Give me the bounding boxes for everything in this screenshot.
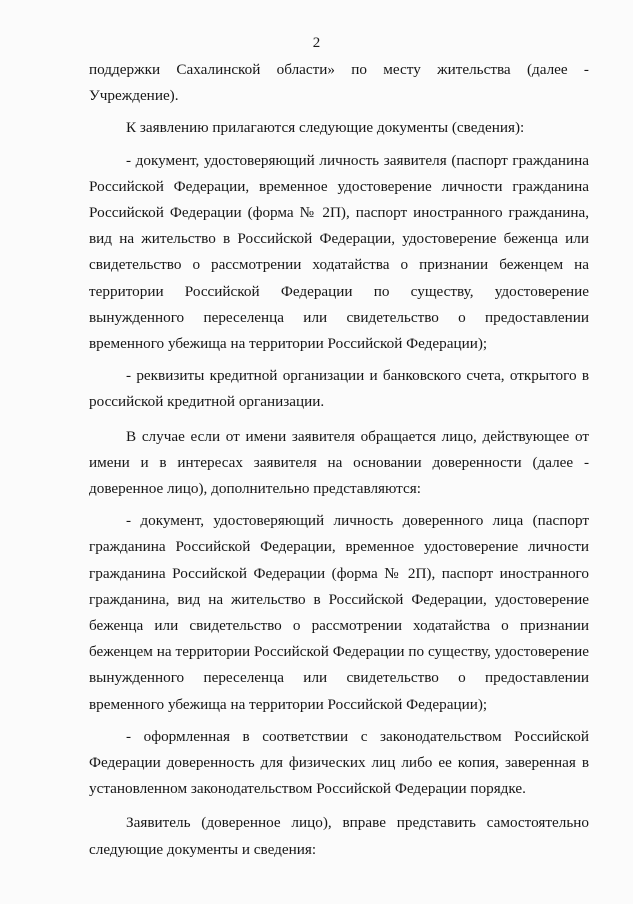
list-item-proxy-identity-document: - документ, удостоверяющий личность доверенного лица (паспорт гражданина Российской Федерации, временное удостоверение личности гражданина Российской Федерации (форма № 2П), паспорт иностранного гражданина, вид на жительство в Российской Федерации, удостоверение беженца или свидетельство о рассмотрении ходатайства о признании беженцем на территории Российской Федерации по существу, удостоверение вынужденного переселенца или свидетельство о предоставлении временного убежища на территории Российской Федерации); — [89, 512, 589, 713]
paragraph-attachments-intro: К заявлению прилагаются следующие документы (сведения): — [126, 119, 525, 137]
list-item-identity-document: - документ, удостоверяющий личность заявителя (паспорт гражданина Российской Федерации, временное удостоверение личности гражданина Российской Федерации (форма № 2П), паспорт иностранного гражданина, вид на жительство в Российской Федерации, удостоверение беженца или свидетельство о рассмотрении ходатайства о признании беженцем на территории Российской Федерации по существу, удостоверение вынужденного переселенца или свидетельство о предоставлении временного убежища на территории Российской Федерации); — [89, 151, 589, 353]
document-body — [89, 57, 589, 863]
paragraph-optional-documents: Заявитель (доверенное лицо), вправе представить самостоятельно следующие документы и сведения: — [89, 814, 589, 858]
page-number: 2 — [312, 35, 321, 51]
paragraph-proxy-intro: В случае если от имени заявителя обращается лицо, действующее от имени и в интересах заявителя на основании доверенности (далее - доверенное лицо), дополнительно представляются: — [89, 427, 589, 498]
list-item-power-of-attorney: - оформленная в соответствии с законодательством Российской Федерации доверенность для физических лиц либо ее копия, заверенная в установленном законодательством Российской Федерации порядке. — [89, 727, 589, 798]
paragraph-continuation: поддержки Сахалинской области» по месту жительства (далее - Учреждение). — [89, 61, 589, 105]
list-item-bank-details: - реквизиты кредитной организации и банковского счета, открытого в российской кредитной организации. — [89, 367, 589, 411]
